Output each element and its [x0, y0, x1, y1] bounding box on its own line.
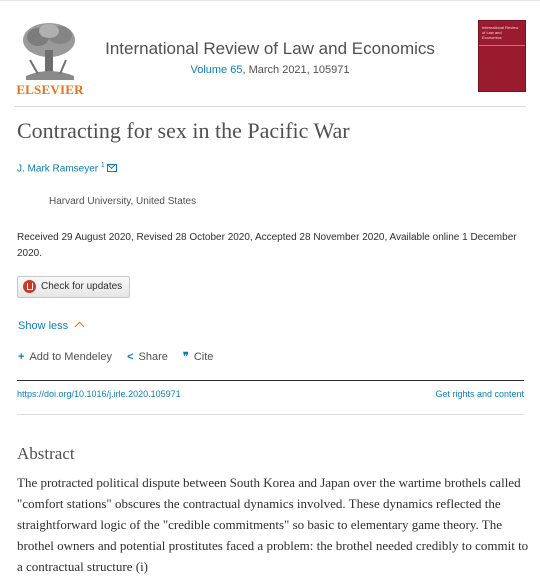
- abstract-text: The protracted political dispute between South Korea and Japan over the wartime brothels called "comfort stations" obscures the contractual dynamics involved. These dynamics reflected the straightforward logic of the "credible commitments" so basic to elementary game theory. The brothel owners and potential prostitutes faced a problem: the brothel needed credibly to commit to a contractual structure (i): [17, 475, 529, 574]
- show-less-label: Show less: [18, 320, 69, 332]
- check-for-updates-button[interactable]: [17, 276, 130, 298]
- add-to-mendeley-button[interactable]: [18, 351, 112, 363]
- author-footnote: 1: [100, 162, 105, 169]
- top-border: [0, 0, 540, 11]
- journal-cover-image[interactable]: [478, 20, 526, 92]
- doi-row: [17, 380, 524, 405]
- plus-icon: +: [18, 351, 25, 363]
- article-actions: [18, 350, 225, 363]
- author-link[interactable]: [17, 162, 117, 174]
- share-icon: <: [127, 351, 134, 363]
- article-title: Contracting for sex in the Pacific War: [17, 118, 350, 143]
- mendeley-label: Add to Mendeley: [29, 351, 112, 363]
- check-updates-label: Check for updates: [41, 281, 123, 292]
- quote-icon: ❞: [182, 351, 189, 363]
- journal-title[interactable]: International Review of Law and Economics: [105, 39, 435, 58]
- publisher-wordmark: ELSEVIER: [16, 82, 84, 97]
- share-button[interactable]: [127, 351, 168, 363]
- mail-icon[interactable]: [107, 164, 117, 172]
- journal-meta: [14, 64, 526, 76]
- section-divider: [17, 414, 524, 415]
- cite-label: Cite: [193, 351, 214, 363]
- affiliation: Harvard University, United States: [49, 196, 197, 207]
- author-name: J. Mark Ramseyer: [17, 163, 99, 175]
- rights-link[interactable]: Get rights and content: [435, 389, 524, 399]
- show-less-toggle[interactable]: [18, 320, 83, 332]
- chevron-up-icon: [75, 322, 85, 332]
- cover-band: [479, 45, 525, 46]
- journal-header: [14, 14, 526, 107]
- share-label: Share: [138, 351, 168, 363]
- cover-title: International Review of Law and Economics: [482, 25, 519, 40]
- abstract-heading: Abstract: [17, 444, 75, 463]
- issue-info: , March 2021, 105971: [242, 64, 350, 76]
- cite-button[interactable]: [183, 350, 213, 363]
- article-dates: Received 29 August 2020, Revised 28 October 2020, Accepted 28 November 2020, Available online 1 December 2020.: [17, 232, 517, 259]
- check-updates-icon: [23, 280, 36, 293]
- doi-link[interactable]: https://doi.org/10.1016/j.irle.2020.105971: [17, 389, 181, 399]
- volume-link[interactable]: Volume 65: [190, 64, 243, 76]
